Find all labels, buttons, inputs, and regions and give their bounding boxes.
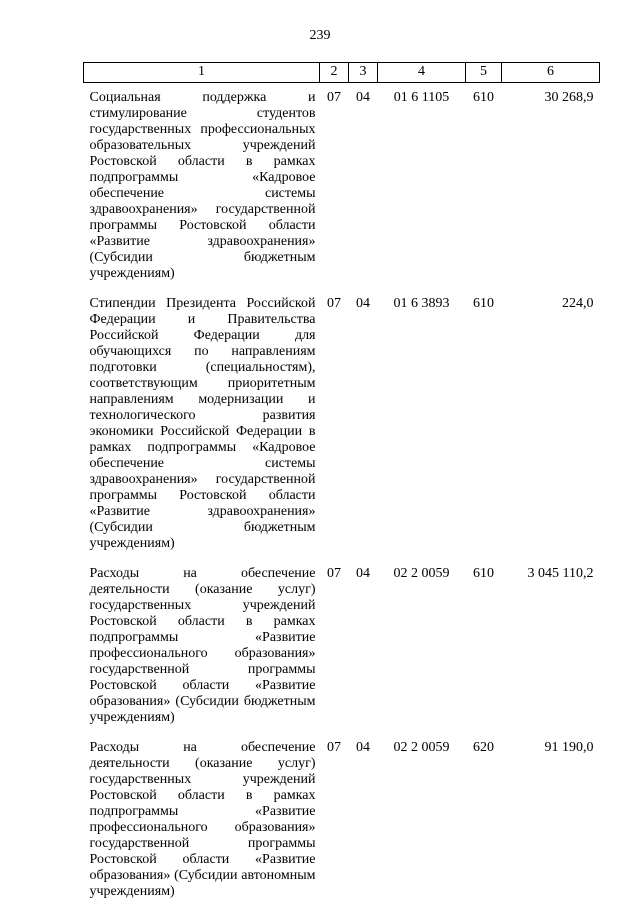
row-description: Социальная поддержка и стимулирование студентов государственных профессиональных образовательных учреждений Ростовской области в рамках подпрограммы «Кадровое обеспечение системы здравоохранения» государственной программы Ростовской области «Развитие здравоохранения» (Субсидии бюджетным учреждениям) bbox=[89, 90, 316, 281]
subsection-code: 04 bbox=[356, 740, 370, 755]
table-row bbox=[84, 289, 600, 559]
target-article-code: 01 6 3893 bbox=[393, 296, 450, 311]
column-header-5: 5 bbox=[466, 63, 502, 83]
expense-type-code: 610 bbox=[473, 566, 494, 581]
table-body bbox=[84, 83, 600, 901]
budget-table bbox=[83, 62, 600, 900]
column-header-2: 2 bbox=[320, 63, 349, 83]
column-header-6: 6 bbox=[502, 63, 600, 83]
header-row bbox=[84, 63, 600, 83]
subsection-code: 04 bbox=[356, 296, 370, 311]
column-header-1: 1 bbox=[84, 63, 320, 83]
page-number: 239 bbox=[309, 28, 331, 43]
expense-type-code: 610 bbox=[473, 296, 494, 311]
row-description: Расходы на обеспечение деятельности (оказание услуг) государственных учреждений Ростовской области в рамках подпрограммы «Развитие профессионального образования» государственной программы Ростовской области «Развитие образования» (Субсидии автономным учреждениям) bbox=[89, 740, 316, 899]
subsection-code: 04 bbox=[356, 566, 370, 581]
table-row bbox=[84, 83, 600, 290]
row-description: Расходы на обеспечение деятельности (оказание услуг) государственных учреждений Ростовской области в рамках подпрограммы «Развитие профессионального образования» государственной программы Ростовской области «Развитие образования» (Субсидии бюджетным учреждениям) bbox=[89, 566, 316, 725]
table-row bbox=[84, 559, 600, 733]
amount: 30 268,9 bbox=[544, 90, 594, 105]
subsection-code: 04 bbox=[356, 90, 370, 105]
target-article-code: 02 2 0059 bbox=[393, 566, 450, 581]
amount: 224,0 bbox=[562, 296, 594, 311]
section-code: 07 bbox=[327, 90, 341, 105]
column-header-4: 4 bbox=[378, 63, 466, 83]
column-header-3: 3 bbox=[349, 63, 378, 83]
target-article-code: 02 2 0059 bbox=[393, 740, 450, 755]
row-description: Стипендии Президента Российской Федерации и Правительства Российской Федерации для обучающихся по направлениям подготовки (специальностям), соответствующим приоритетным направлениям модернизации и технологического развития экономики Российской Федерации в рамках подпрограммы «Кадровое обеспечение системы здравоохранения» государственной программы Ростовской области «Развитие здравоохранения» (Субсидии бюджетным учреждениям) bbox=[89, 296, 316, 551]
amount: 91 190,0 bbox=[544, 740, 594, 755]
expense-type-code: 610 bbox=[473, 90, 494, 105]
table-header bbox=[84, 63, 600, 83]
table-row bbox=[84, 733, 600, 900]
amount: 3 045 110,2 bbox=[527, 566, 594, 581]
section-code: 07 bbox=[327, 296, 341, 311]
expense-type-code: 620 bbox=[473, 740, 494, 755]
target-article-code: 01 6 1105 bbox=[393, 90, 450, 105]
section-code: 07 bbox=[327, 740, 341, 755]
section-code: 07 bbox=[327, 566, 341, 581]
